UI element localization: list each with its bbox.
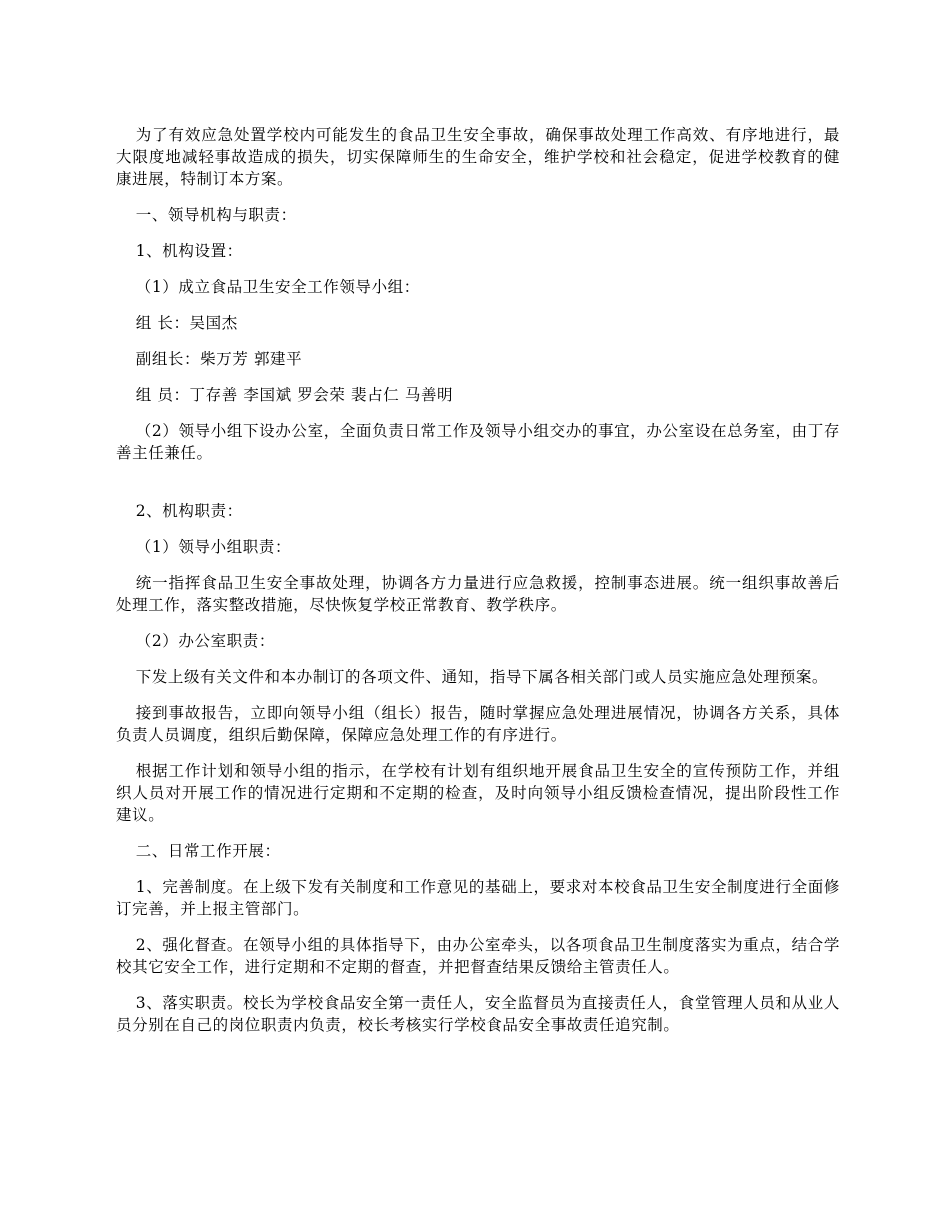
- daily-work-item-1: 1、完善制度。在上级下发有关制度和工作意见的基础上，要求对本校食品卫生安全制度进行全面修订完善，并上报主管部门。: [116, 878, 840, 918]
- office-duty-documents: 下发上级有关文件和本办制订的各项文件、通知，指导下属各相关部门或人员实施应急处理预案。: [135, 668, 829, 686]
- daily-work-item-2: 2、强化督查。在领导小组的具体指导下，由办公室牵头，以各项食品卫生制度落实为重点，结合学校其它安全工作，进行定期和不定期的督查，并把督查结果反馈给主管责任人。: [116, 936, 840, 976]
- group-leader: 组 长：吴国杰: [135, 314, 238, 332]
- deputy-leaders: 副组长：柴万芳 郭建平: [135, 350, 303, 368]
- item-group-responsibilities: （1）领导小组职责：: [135, 538, 292, 556]
- daily-work-item-3: 3、落实职责。校长为学校食品安全第一责任人，安全监督员为直接责任人，食堂管理人员和从业人员分别在自己的岗位职责内负责，校长考核实行学校食品安全事故责任追究制。: [116, 994, 840, 1034]
- subheading-responsibilities: 2、机构职责：: [135, 502, 243, 520]
- blank-line: [116, 478, 840, 500]
- document-page: [116, 124, 840, 1050]
- subheading-organization-setup: 1、机构设置：: [135, 242, 243, 260]
- group-responsibilities-text: 统一指挥食品卫生安全事故处理，协调各方力量进行应急救援，控制事态进展。统一组织事故善后处理工作，落实整改措施，尽快恢复学校正常教育、教学秩序。: [116, 574, 840, 614]
- group-members: 组 员：丁存善 李国斌 罗会荣 裴占仁 马善明: [135, 386, 454, 404]
- item-office-responsibilities: （2）办公室职责：: [135, 632, 275, 650]
- office-duty-inspection: 根据工作计划和领导小组的指示，在学校有计划有组织地开展食品卫生安全的宣传预防工作，并组织人员对开展工作的情况进行定期和不定期的检查，及时向领导小组反馈检查情况，提出阶段性工作建议。: [116, 762, 840, 824]
- item-leading-group: （1）成立食品卫生安全工作领导小组：: [135, 278, 420, 296]
- section-heading-leadership: 一、领导机构与职责：: [135, 206, 297, 224]
- section-heading-daily-work: 二、日常工作开展：: [135, 842, 281, 860]
- item-office-setup: （2）领导小组下设办公室，全面负责日常工作及领导小组交办的事宜，办公室设在总务室，由丁存善主任兼任。: [116, 422, 840, 462]
- office-duty-reporting: 接到事故报告，立即向领导小组（组长）报告，随时掌握应急处理进展情况，协调各方关系，具体负责人员调度，组织后勤保障，保障应急处理工作的有序进行。: [116, 704, 840, 744]
- intro-paragraph: 为了有效应急处置学校内可能发生的食品卫生安全事故，确保事故处理工作高效、有序地进行，最大限度地减轻事故造成的损失，切实保障师生的生命安全，维护学校和社会稳定，促进学校教育的健康进展，特制订本方案。: [116, 126, 840, 188]
